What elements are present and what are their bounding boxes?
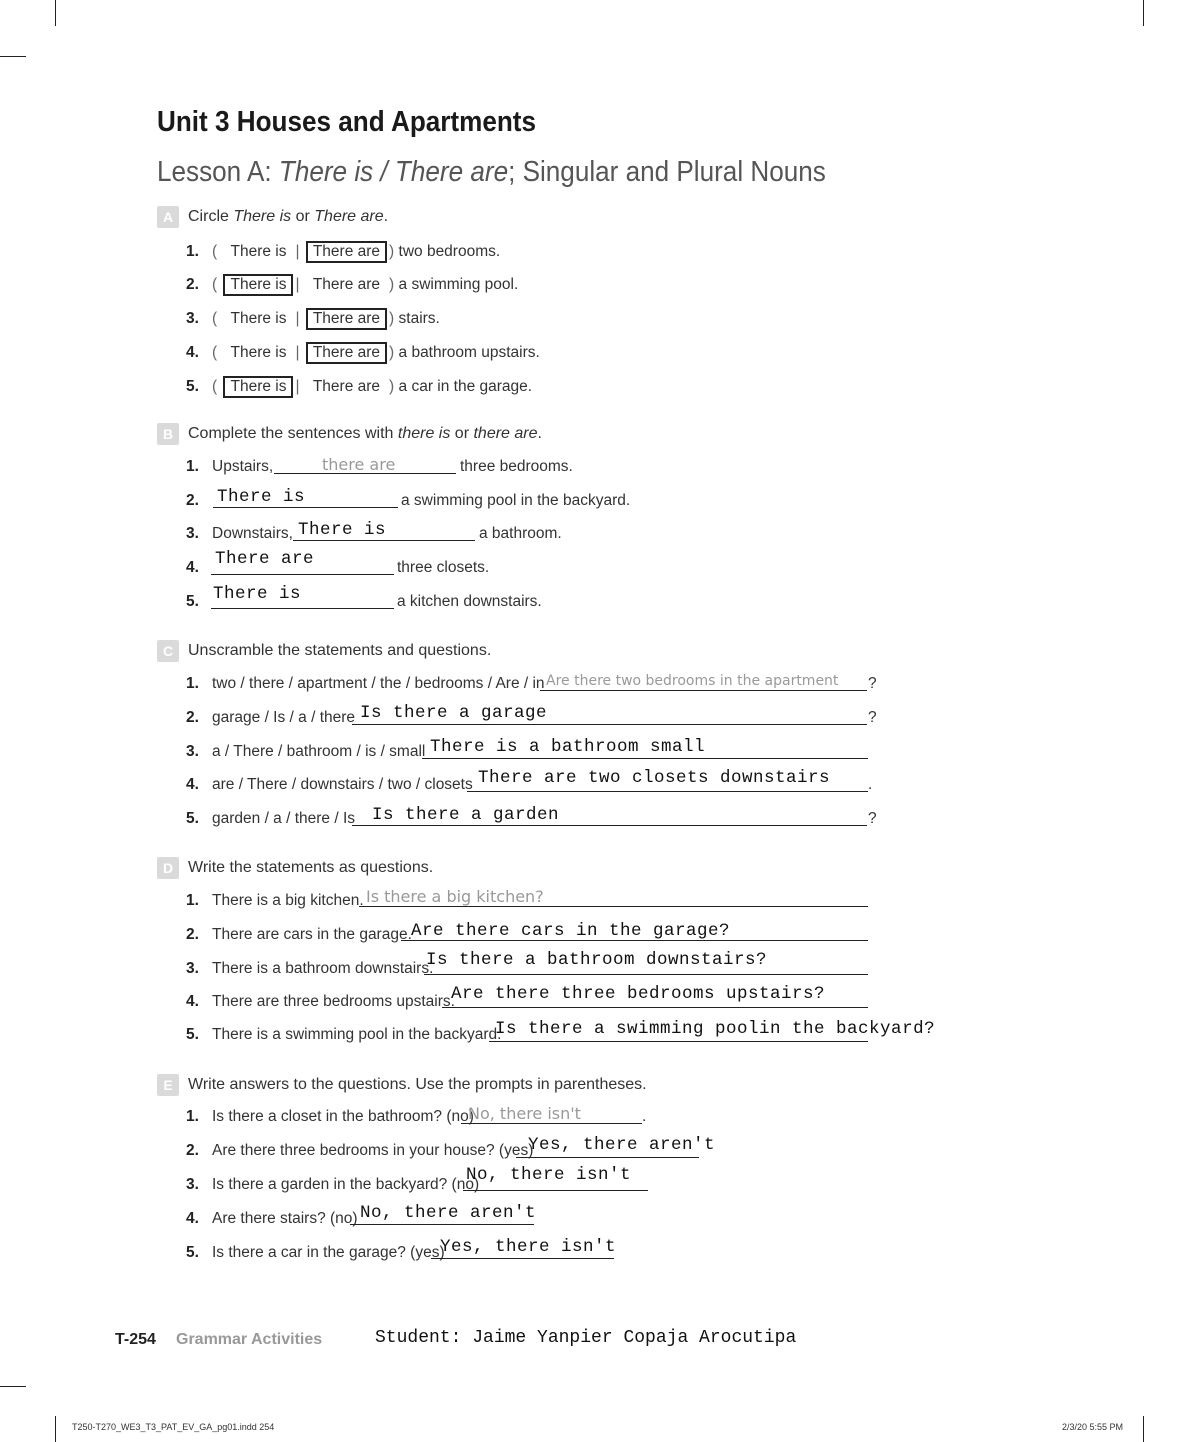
section-instruction: Unscramble the statements and questions. [188,642,492,659]
exercise-c-item: 4. are / There / downstairs / two / closets [186,776,473,793]
option-there-is[interactable]: There is [230,344,287,361]
section-badge: D [157,857,179,879]
exercise-c-item: 3. a / There / bathroom / is / small [186,743,426,760]
section-badge: C [157,640,179,662]
exercise-c-item: 2. garage / Is / a / there [186,709,356,726]
section-d-header [157,857,433,879]
answer-blank[interactable] [211,574,394,575]
answer-typed[interactable]: There are [215,549,315,569]
answer-blank[interactable] [431,1258,614,1259]
answer-blank[interactable] [489,1041,868,1042]
answer-blank[interactable] [359,906,868,907]
exercise-b-text: a kitchen downstairs. [397,593,542,610]
answer-typed[interactable]: Are there three bedrooms upstairs? [451,984,826,1004]
option-there-are[interactable]: There are [312,378,381,395]
exercise-d-item: 5. There is a swimming pool in the backyard. [186,1026,502,1043]
option-there-is-circled[interactable]: There is [223,274,293,296]
answer-example: there are [322,455,396,474]
answer-blank[interactable] [463,1190,648,1191]
exercise-b-text: three bedrooms. [460,458,573,475]
section-instruction: Write the statements as questions. [188,859,434,876]
exercise-d-item: 4. There are three bedrooms upstairs. [186,993,455,1010]
print-slug: T250-T270_WE3_T3_PAT_EV_GA_pg01.indd 254 [72,1422,275,1432]
section-a-header [157,206,388,228]
exercise-a-item: 1. ( There is | There are ) two bedrooms. [186,241,500,263]
answer-typed[interactable]: There is [213,584,302,604]
exercise-e-item: 3. Is there a garden in the backyard? (no) [186,1176,480,1193]
exercise-a-item: 3. ( There is | There are ) stairs. [186,308,440,330]
exercise-b-item: 3. Downstairs, [186,525,293,542]
section-instruction: Write answers to the questions. Use the prompts in parentheses. [188,1076,647,1093]
section-e-header [157,1074,647,1096]
exercise-b-text: three closets. [397,559,490,576]
exercise-d-item: 3. There is a bathroom downstairs. [186,960,434,977]
end-punctuation: ? [868,709,877,726]
section-b-header [157,423,542,445]
answer-blank[interactable] [424,974,868,975]
exercise-e-item: 4. Are there stairs? (no) [186,1210,358,1227]
crop-mark-top-left [55,0,56,26]
answer-blank[interactable] [213,507,398,508]
answer-blank[interactable] [540,690,867,691]
answer-blank[interactable] [516,1157,699,1158]
exercise-b-item: 5. [186,593,199,610]
answer-typed[interactable]: Yes, there aren't [528,1135,716,1155]
crop-mark-top-right [1143,0,1144,26]
option-there-are-circled[interactable]: There are [306,241,387,263]
exercise-e-item: 1. Is there a closet in the bathroom? (no) [186,1108,474,1125]
answer-typed[interactable]: No, there isn't [466,1165,632,1185]
exercise-b-item: 2. [186,492,199,509]
print-timestamp: 2/3/20 5:55 PM [1062,1422,1124,1432]
section-badge: A [157,206,179,228]
answer-example: Is there a big kitchen? [366,887,544,906]
answer-typed[interactable]: Yes, there isn't [440,1237,617,1257]
exercise-b-text: a bathroom. [479,525,562,542]
exercise-a-item: 5. ( There is | There are ) a car in the garage. [186,376,532,398]
answer-typed[interactable]: There is [298,520,387,540]
option-there-is[interactable]: There is [230,243,287,260]
answer-typed[interactable]: Is there a garage [360,703,548,723]
answer-blank[interactable] [293,540,475,541]
exercise-d-item: 2. There are cars in the garage. [186,926,412,943]
section-badge: E [157,1074,179,1096]
answer-typed[interactable]: Is there a bathroom downstairs? [426,950,768,970]
answer-blank[interactable] [211,608,394,609]
answer-typed[interactable]: There are two closets downstairs [478,768,831,788]
exercise-c-item: 1. two / there / apartment / the / bedrooms / Are / in [186,675,545,692]
student-name: Student: Jaime Yanpier Copaja Arocutipa [375,1328,797,1348]
answer-blank[interactable] [422,758,868,759]
section-instruction: Circle There is or There are. [188,208,389,225]
section-badge: B [157,423,179,445]
end-punctuation: ? [868,675,877,692]
answer-blank[interactable] [467,791,868,792]
answer-blank[interactable] [461,1123,642,1124]
exercise-a-item: 2. ( There is | There are ) a swimming pool. [186,274,518,296]
exercise-a-item: 4. ( There is | There are ) a bathroom upstairs. [186,342,540,364]
lesson-title: Lesson A: There is / There are; Singular and Plural Nouns [157,156,826,188]
unit-title: Unit 3 Houses and Apartments [157,106,536,138]
page-code: T-254 [115,1331,156,1348]
option-there-are[interactable]: There are [312,276,381,293]
exercise-b-item: 1. Upstairs, [186,458,274,475]
crop-mark-bottom-right [1143,1416,1144,1442]
answer-example: No, there isn't [468,1104,581,1123]
answer-blank[interactable] [352,724,867,725]
answer-blank[interactable] [350,1224,534,1225]
end-punctuation: ? [868,810,877,827]
exercise-e-item: 2. Are there three bedrooms in your house? (yes) [186,1142,534,1159]
answer-typed[interactable]: Is there a swimming poolin the backyard? [495,1019,936,1039]
exercise-d-item: 1. There is a big kitchen. [186,892,364,909]
option-there-is-circled[interactable]: There is [223,376,293,398]
answer-typed[interactable]: No, there aren't [360,1203,537,1223]
answer-typed[interactable]: Are there cars in the garage? [411,921,731,941]
option-there-are-circled[interactable]: There are [306,342,387,364]
crop-mark-bottom-left [55,1416,56,1442]
answer-blank[interactable] [352,825,867,826]
section-instruction: Complete the sentences with there is or there are. [188,425,542,442]
crop-mark-left-top [0,56,26,57]
option-there-are-circled[interactable]: There are [306,308,387,330]
exercise-e-item: 5. Is there a car in the garage? (yes) [186,1244,445,1261]
option-there-is[interactable]: There is [230,310,287,327]
crop-mark-left-bottom [0,1386,26,1387]
answer-typed[interactable]: There is [217,487,306,507]
answer-blank[interactable] [442,1007,868,1008]
answer-example: Are there two bedrooms in the apartment [546,673,839,689]
exercise-b-item: 4. [186,559,199,576]
end-punctuation: . [642,1108,647,1125]
answer-typed[interactable]: There is a bathroom small [430,737,706,757]
exercise-c-item: 5. garden / a / there / Is [186,810,356,827]
end-punctuation: . [868,776,873,793]
footer-label: Grammar Activities [176,1331,323,1348]
section-c-header [157,640,491,662]
answer-typed[interactable]: Is there a garden [372,805,560,825]
exercise-b-text: a swimming pool in the backyard. [401,492,631,509]
